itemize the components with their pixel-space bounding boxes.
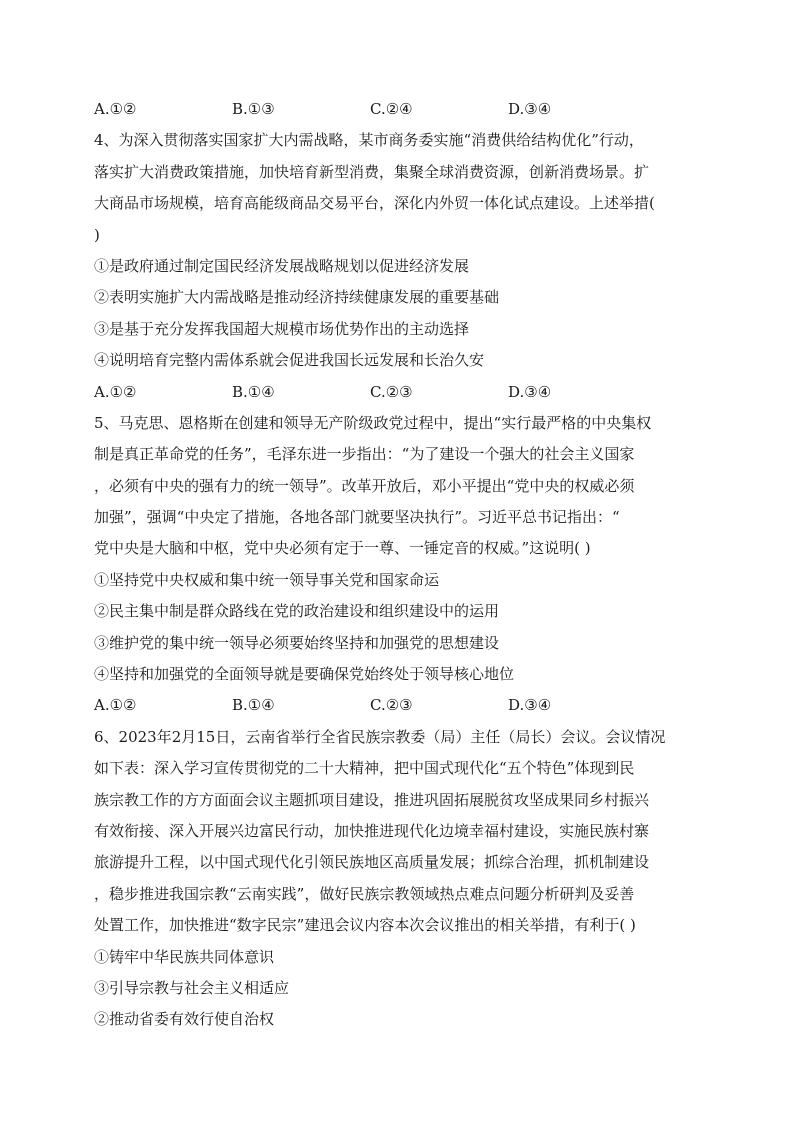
q4-options (94, 377, 704, 408)
q4-stem-line: 4、为深入贯彻落实国家扩大内需战略，某市商务委实施“消费供给结构优化”行动， (94, 131, 644, 150)
q6-stem-line: ，稳步推进我国宗教“云南实践”，做好民族宗教领域热点难点问题分析研判及妥善 (94, 884, 635, 903)
q5-stem-line: 5、马克思、恩格斯在创建和领导无产阶级政党过程中，提出“实行最严格的中央集权 (94, 413, 652, 432)
q4-option-c: C.②③ (370, 382, 413, 401)
question-column (94, 94, 704, 1036)
q4-stem-line: 大商品市场规模，培育高能级商品交易平台，深化内外贸一体化试点建设。上述举措( (94, 194, 655, 213)
q5-item: ①坚持党中央权威和集中统一领导事关党和国家命运 (94, 570, 440, 589)
q4-item: ①是政府通过制定国民经济发展战略规划以促进经济发展 (94, 256, 470, 275)
q5-stem-line: 党中央是大脑和中枢，党中央必须有定于一尊、一锤定音的权威。”这说明( ) (94, 539, 591, 558)
q5-stem-line: 制是真正革命党的任务”，毛泽东进一步指出：“为了建设一个强大的社会主义国家 (94, 445, 635, 464)
question-5 (94, 408, 704, 722)
q6-stem-line: 处置工作，加快推进“数字民宗”建迅会议内容本次会议推出的相关举措，有利于( ) (94, 916, 636, 935)
q3-option-a: A.①② (94, 100, 137, 118)
q4-option-d: D.③④ (508, 382, 552, 401)
q6-item: ①铸牢中华民族共同体意识 (94, 947, 275, 966)
q4-option-b: B.①④ (232, 382, 275, 401)
q5-item: ④坚持和加强党的全面领导就是要确保党始终处于领导核心地位 (94, 665, 515, 684)
q5-option-b: B.①④ (232, 696, 275, 715)
q6-stem-line: 有效衔接、深入开展兴边富民行动，加快推进现代化边境幸福村建设，实施民族村寨 (94, 821, 650, 840)
q4-stem-line: ) (94, 225, 100, 244)
q5-options (94, 690, 704, 721)
q5-item: ③维护党的集中统一领导必须要始终坚持和加强党的思想建设 (94, 633, 500, 652)
q6-stem-line: 族宗教工作的方方面面会议主题抓项目建设，推进巩固拓展脱贫攻坚成果同乡村振兴 (94, 790, 650, 809)
question-4 (94, 125, 704, 408)
q6-item: ②推动省委有效行使自治权 (94, 1010, 275, 1029)
q3-options (94, 94, 704, 125)
q3-option-b: B.①③ (232, 100, 275, 118)
q5-item: ②民主集中制是群众路线在党的政治建设和组织建设中的运用 (94, 602, 500, 621)
q4-item: ③是基于充分发挥我国超大规模市场优势作出的主动选择 (94, 319, 470, 338)
q4-item: ④说明培育完整内需体系就会促进我国长远发展和长治久安 (94, 351, 485, 370)
q5-option-a: A.①② (94, 696, 137, 715)
q6-stem-line: 旅游提升工程，以中国式现代化引领民族地区高质量发展；抓综合治理，抓机制建设 (94, 853, 650, 872)
q5-option-d: D.③④ (508, 696, 552, 715)
q5-stem-line: 加强”，强调“中央定了措施，各地各部门就要坚决执行”。习近平总书记指出：“ (94, 508, 620, 527)
q4-stem-line: 落实扩大消费政策措施，加快培育新型消费，集聚全球消费资源，创新消费场景。扩 (94, 162, 650, 181)
q6-stem-line: 6、2023年2月15日，云南省举行全省民族宗教委（局）主任（局长）会议。会议情况 (94, 727, 666, 746)
q3-option-d: D.③④ (508, 100, 552, 118)
q6-item: ③引导宗教与社会主义相适应 (94, 978, 290, 997)
question-6 (94, 722, 704, 1036)
q5-option-c: C.②③ (370, 696, 413, 715)
q3-option-c: C.②④ (370, 100, 413, 118)
q6-stem-line: 如下表：深入学习宣传贯彻党的二十大精神，把中国式现代化“五个特色”体现到民 (94, 759, 635, 778)
q4-option-a: A.①② (94, 382, 137, 401)
q5-stem-line: ，必须有中央的强有力的统一领导”。改革开放后，邓小平提出“党中央的权威必须 (94, 476, 635, 495)
q4-item: ②表明实施扩大内需战略是推动经济持续健康发展的重要基础 (94, 288, 500, 307)
